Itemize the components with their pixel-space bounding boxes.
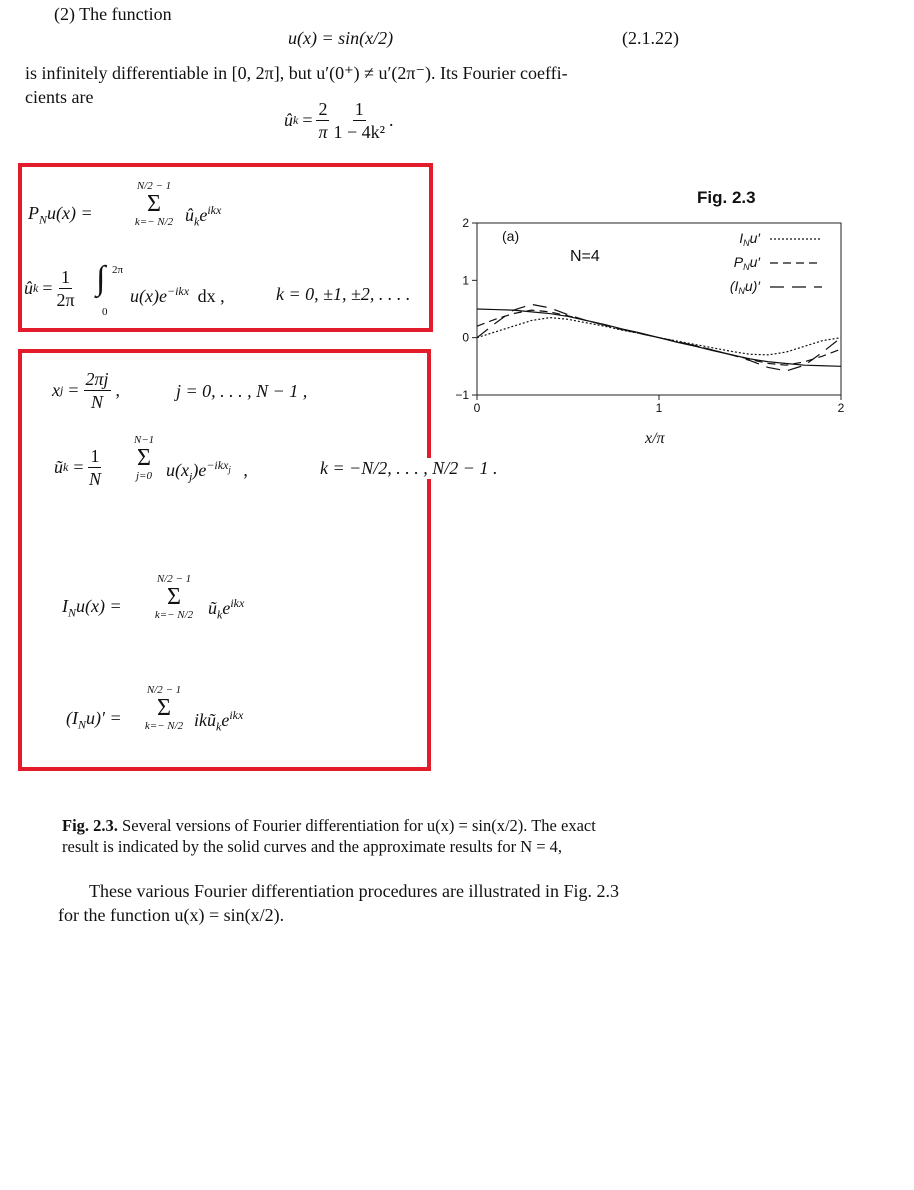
derivative-chart xyxy=(440,205,880,460)
ind-sum-lower: k=− N/2 xyxy=(144,720,184,732)
xj-equals: = xyxy=(68,380,79,400)
uhat-dx: dx , xyxy=(197,286,225,306)
figure-caption xyxy=(62,815,596,857)
in-symbol: I xyxy=(62,596,68,616)
x-tick-label: 0 xyxy=(473,401,481,415)
y-tick-label: −1 xyxy=(455,388,469,402)
closing-line-2: for the function u(x) = sin(x/2). xyxy=(58,905,285,925)
uhat-body: u(x)e xyxy=(130,286,167,306)
n-label: N=4 xyxy=(570,248,600,265)
xj-formula xyxy=(52,370,120,411)
intro-line-1: (2) The function xyxy=(54,4,172,24)
pn-sum-upper: N/2 − 1 xyxy=(136,180,172,192)
intro-line-3: cients are xyxy=(25,87,94,107)
ind-sum-upper: N/2 − 1 xyxy=(146,684,182,696)
projection-lhs xyxy=(28,203,93,228)
uhat-num: 1 xyxy=(61,267,71,287)
projection-formula-box xyxy=(18,163,433,332)
pn-symbol: P xyxy=(28,203,39,223)
pn-sum-symbol: Σ xyxy=(147,191,161,217)
in-arg: u(x) = xyxy=(76,596,122,616)
utilde-formula xyxy=(54,447,101,488)
ind-term: ikũ xyxy=(194,710,216,730)
coef-end: . xyxy=(389,110,394,130)
ind-term-sub: k xyxy=(216,719,222,734)
integral-lower: 0 xyxy=(102,306,108,318)
ut-comma: , xyxy=(243,460,248,480)
y-tick-label: 0 xyxy=(462,330,469,345)
uhat-sub: k xyxy=(33,281,39,295)
ut-exp-sub: j xyxy=(228,464,231,475)
series-dashed xyxy=(477,310,841,365)
caption-text-1: Several versions of Fourier differentiation for u(x) = sin(x/2). The exact xyxy=(117,816,596,835)
ut-sum-upper: N−1 xyxy=(133,434,155,446)
x-tick-label: 2 xyxy=(837,401,845,415)
caption-line-2: result is indicated by the solid curves and the approximate results for N = 4, xyxy=(62,837,563,856)
ut-fraction xyxy=(88,447,101,488)
integral-sign: ∫ xyxy=(96,260,106,297)
integral-upper: 2π xyxy=(112,264,124,276)
panel-label: (a) xyxy=(502,228,520,244)
xj-num: 2πj xyxy=(85,369,109,389)
ind-exp-base: e xyxy=(221,710,230,730)
coef-fraction-1 xyxy=(316,100,329,141)
coef-den-1: π xyxy=(318,122,328,142)
ind-sum-symbol: Σ xyxy=(157,695,171,721)
xj-comma: , xyxy=(115,380,121,400)
interp-deriv-lhs xyxy=(66,708,122,733)
y-tick-label: 1 xyxy=(462,273,469,288)
intro-line-2: is infinitely differentiable in [0, 2π], but u′(0⁺) ≠ u′(2π⁻). Its Fourier coeffi- xyxy=(25,63,568,83)
coef-num-2: 1 xyxy=(354,99,364,119)
ind-symbol: (I xyxy=(66,708,78,728)
figure-label: Fig. 2.3 xyxy=(697,188,756,207)
pn-arg: u(x) = xyxy=(47,203,93,223)
pn-term: û xyxy=(185,205,194,225)
in-term: ũ xyxy=(208,598,217,618)
ind-exp: ikx xyxy=(229,708,244,722)
in-exp: ikx xyxy=(230,596,245,610)
in-sum-lower: k=− N/2 xyxy=(154,609,194,621)
in-sub: N xyxy=(68,605,77,620)
caption-bold: Fig. 2.3. xyxy=(62,816,118,835)
pn-sub: N xyxy=(39,212,48,227)
uhat-lhs: û xyxy=(24,278,33,298)
closing-paragraph xyxy=(58,879,619,927)
in-sum-symbol: Σ xyxy=(167,584,181,610)
legend-label: $(I_Nu)'$ xyxy=(729,278,760,296)
xj-fraction xyxy=(84,370,111,411)
uhat-exp: −ikx xyxy=(166,284,190,298)
uhat-fraction xyxy=(56,268,74,309)
xj-sub: j xyxy=(60,383,64,397)
ut-sum-symbol: Σ xyxy=(137,445,151,471)
ut-den: N xyxy=(88,469,101,489)
fourier-coefficient-formula xyxy=(284,100,394,141)
ut-exp: −ikx xyxy=(206,458,229,472)
coef-den-2: 1 − 4k² xyxy=(333,122,386,142)
uhat-range: k = 0, ±1, ±2, . . . . xyxy=(276,284,411,304)
caption-line-1 xyxy=(62,815,596,836)
x-axis-label: x/π xyxy=(645,430,665,447)
ind-sub: N xyxy=(78,717,87,732)
y-tick-label: 2 xyxy=(462,216,469,230)
coef-num-1: 2 xyxy=(318,99,328,119)
legend-label: $P_Nu'$ xyxy=(733,254,760,272)
coef-equals: = xyxy=(302,110,313,130)
plot-frame xyxy=(477,223,841,395)
in-exp-base: e xyxy=(222,598,231,618)
xj-lhs: x xyxy=(52,380,60,400)
series-dotted xyxy=(477,318,841,355)
pn-exp-base: e xyxy=(199,205,208,225)
projection-sum xyxy=(130,180,178,228)
ut-body-2: )e xyxy=(192,460,207,480)
interp-lhs xyxy=(62,596,122,621)
coef-sub: k xyxy=(293,113,299,127)
in-term-sub: k xyxy=(217,607,223,622)
ut-sub: k xyxy=(63,460,69,474)
ind-arg: u)′ = xyxy=(86,708,122,728)
ut-lhs: ũ xyxy=(54,457,63,477)
ut-body: u(x xyxy=(166,460,189,480)
pn-sum-lower: k=− N/2 xyxy=(134,216,174,228)
uhat-integrand xyxy=(130,284,225,307)
pn-term-sub: k xyxy=(194,214,200,229)
utilde-body xyxy=(166,458,248,485)
ut-body-sub: j xyxy=(188,469,193,484)
equation-number: (2.1.22) xyxy=(622,28,679,48)
x-tick-label: 1 xyxy=(655,401,663,415)
projection-term xyxy=(185,203,221,230)
legend-label: $I_Nu'$ xyxy=(739,230,760,248)
interp-sum xyxy=(150,573,198,621)
uhat-formula xyxy=(24,268,75,309)
ut-num: 1 xyxy=(90,446,100,466)
interp-term xyxy=(208,596,244,623)
uhat-equals: = xyxy=(42,278,53,298)
ut-sum-lower: j=0 xyxy=(136,470,152,482)
uhat-den: 2π xyxy=(56,290,75,310)
in-sum-upper: N/2 − 1 xyxy=(156,573,192,585)
xj-range: j = 0, . . . , N − 1 , xyxy=(176,381,308,401)
closing-line-1: These various Fourier differentiation procedures are illustrated in Fig. 2.3 xyxy=(89,881,620,901)
pn-exp: ikx xyxy=(207,203,222,217)
ut-equals: = xyxy=(73,457,84,477)
xj-den: N xyxy=(91,392,104,412)
interp-deriv-term xyxy=(194,708,243,735)
utilde-range: k = −N/2, . . . , N/2 − 1 . xyxy=(320,458,498,478)
coef-lhs: û xyxy=(284,110,293,130)
coef-fraction-2 xyxy=(333,100,385,141)
equation-main: u(x) = sin(x/2) xyxy=(288,28,394,48)
interp-deriv-sum xyxy=(140,684,188,732)
utilde-sum xyxy=(124,434,164,482)
